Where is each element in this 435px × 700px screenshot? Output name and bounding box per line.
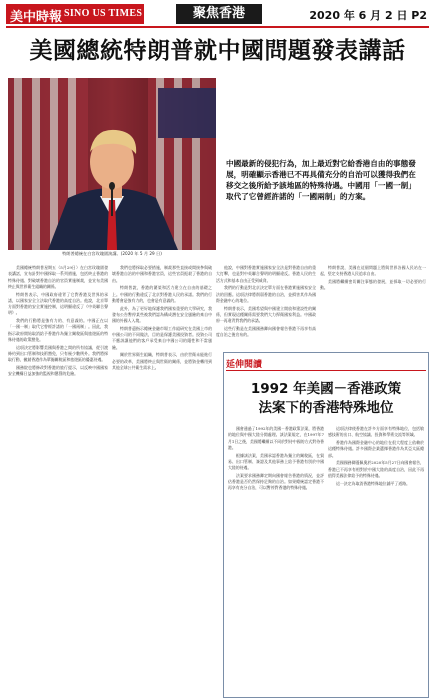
- paragraph: 他說，中國對香港實施國家安全法是對香港自由的重大打擊，也是對中英聯合聲明的明顯違反。香港人民的生活方式和基本自由正受到威脅。: [216, 265, 316, 283]
- paragraph: 這些行動是在美國國務卿向國會報告香港不再享有高度自治之後宣布的。: [216, 325, 316, 338]
- paragraph: 法案要求國務卿定期向國會報告香港的情況，並評估香港是否仍然保持足夠的自治。如果總統認定香港不再享有充分自治，可以暫停對香港的特殊待遇。: [228, 472, 324, 491]
- sidebar-divider: [226, 370, 426, 371]
- brand-name-chinese: 美中時報: [10, 10, 63, 25]
- pull-quote: 中國最新的侵犯行為，加上最近對它給香港自由的事態發展，明確顯示香港已不再具備充分的自治可以獲得我們在移交之後所給予該地區的特殊待遇。中國用「一國一制」取代了它曾經許諾的「一國兩制」的方案。: [226, 159, 416, 201]
- page-headline: 美國總統特朗普就中國問題發表講話: [29, 38, 406, 64]
- masthead: [6, 4, 429, 24]
- lead-photo: [8, 78, 216, 250]
- paragraph: 特朗普表示，中國政府違背了它對香港及世界的承諾，以國家安全立法取代香港的高度自治。他說，北京單方面對香港的安全實施控制，這明顯違反了《中英聯合聲明》。: [8, 291, 108, 316]
- sidebar-headline: [226, 380, 426, 418]
- section-label: 聚焦香港: [176, 4, 262, 24]
- paragraph: 特朗普說，香港的繁榮和活力建立在自由的基礎之上。中國的行動違反了北京對香港人民的承諾。我們的行動將會是強有力的，也會是有意義的。: [112, 285, 212, 303]
- paragraph: 國會通過了1992年的美國－香港政策法案，將香港的地位與中國大陸分開處理。該法案規定，在1997年7月1日之後，美國將繼續以不同於對待中國的方式對待香港。: [228, 426, 324, 450]
- paragraph: 這項法律使香港在許多方面享有特殊地位，包括敏感技術的出口、航空協議、投資和學術交流等領域。: [328, 426, 424, 438]
- paragraph: 美國將繼續密切關注事態的發展，並採取一切必要的行動。: [320, 278, 426, 291]
- article-column-2: [112, 265, 212, 697]
- article-column-4: [320, 265, 426, 347]
- paragraph: 國務院也將修改對香港的旅行提示，以反映中國國家安全機構日益加強的監視和懲罰的危險。: [8, 365, 108, 377]
- paragraph: 香港作為國際金融中心的地位在很大程度上依賴於這種特殊待遇。許多國際企業選擇香港作為其亞太區總部。: [328, 439, 424, 458]
- sidebar-column-2: [328, 426, 424, 694]
- paragraph: 這項決定將影響美國與香港之間的所有協議，從引渡條約到出口管制和技術豁免，只有極少數例外。我們將採取行動，撤銷香港作為單獨關稅區和旅遊區的優惠待遇。: [8, 344, 108, 363]
- article-column-1: [8, 265, 108, 697]
- paragraph: 這一決定為取消香港特殊地位鋪平了道路。: [336, 480, 410, 486]
- sidebar-headline-line-1: 1992 年美國－香港政策: [250, 381, 402, 397]
- issue-date: 2020 年 6 月 2 日 P2: [309, 9, 427, 22]
- paragraph: 我們的行動將是強有力的、有意義的。中國正在以「一國一制」取代它曾經許諾的「一國兩制」。因此，我指示政府開始取消給予香港作為獨立關稅區與旅遊區的特殊待遇的政策豁免。: [8, 318, 108, 343]
- masthead-rule: [6, 26, 429, 28]
- paragraph: 特朗普還指示總統金融市場工作組研究在美國上市的中國公司的不同做法，目的是保護美國投資者。投資公司不應該讓他們的客戶承受來自中國公司的隱性和不當風險。: [112, 325, 212, 350]
- brand-logo: [6, 4, 144, 24]
- sidebar-column-1: [228, 426, 324, 694]
- paragraph: 我們也將採取必要措施，制裁那些直接或間接參與破壞香港自治的中國和香港官員，這些官員扼殺了香港的自由。: [112, 265, 212, 283]
- related-reading-label: 延伸閱讀: [226, 360, 263, 370]
- photo-caption: 特朗普總統在白宮玫瑰園演講。(2020 年 5 月 29 日): [62, 251, 162, 256]
- sidebar-headline-line-2: 法案下的香港特殊地位: [258, 400, 394, 416]
- paragraph: 美國總統特朗普星期五（5月29日）在白宮玫瑰園發表講話，宣布針對中國採取一系列措施，包括終止香港的特殊待遇、對破壞香港自治的官員實施制裁，並宣布美國終止與世界衛生組織的關係。: [8, 265, 108, 289]
- paragraph: 我們的行動是對北京決定單方面在香港實施國家安全法的回應。這項法律將削弱香港的自治，並損害其作為國際金融中心的地位。: [216, 285, 316, 303]
- paragraph: 根據該法案，美國承認香港為獨立的關稅區，在貿易、出口管制、簽證及其他事務上給予香港有別於中國大陸的待遇。: [228, 452, 324, 471]
- paragraph: 美國國務卿蓬佩奧於2020年5月27日向國會報告，香港已不再享有相對於中國大陸的高度自治，因此不再值得美國法律給予的特殊待遇。: [328, 460, 424, 478]
- paragraph: 此外，為了更好地保護我們國家重要的大學研究，我發布公告暫停某些被我們認為構成潛在安全風險的來自中國的外國人入境。: [112, 305, 212, 324]
- speaker-photo: [8, 78, 216, 250]
- brand-name-english: SINO US TIMES: [64, 8, 143, 19]
- paragraph: 關於世界衛生組織，特朗普表示，由於世衛未能進行必要的改革，美國將終止與世衛的關係，並將資金轉用到其他全球公共衛生需求上。: [112, 352, 212, 371]
- paragraph: 特朗普表示，美國希望與中國建立開放和建設性的關係，但實現這種關係需要我們大力捍衛國家利益。中國政府一再違背對我們的承諾。: [216, 305, 316, 324]
- paragraph: 特朗普說，美國在這個問題上將與世界各國人民站在一起，堅定支持香港人民追求自由。: [320, 265, 426, 277]
